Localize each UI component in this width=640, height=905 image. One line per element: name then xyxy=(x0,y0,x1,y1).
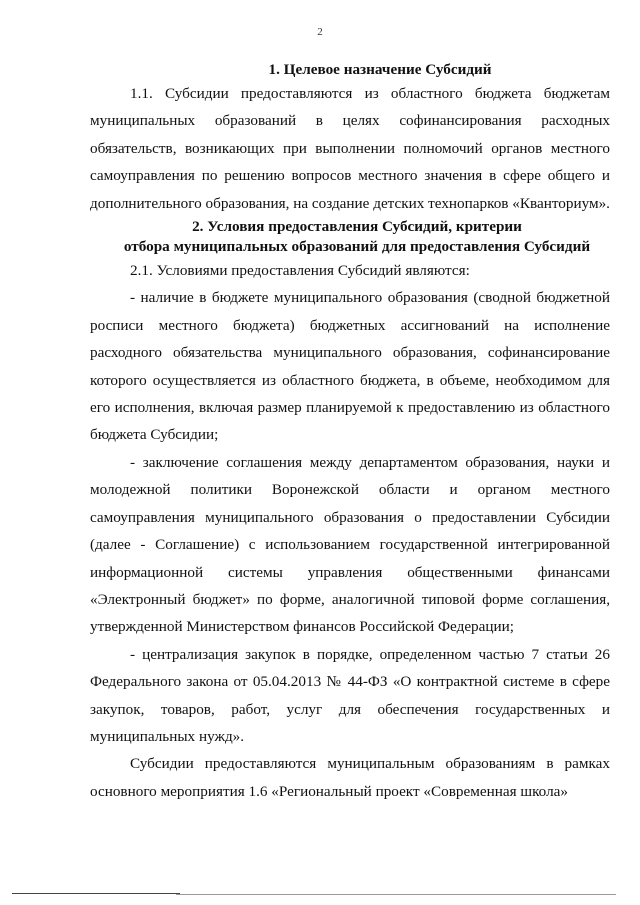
page-number: 2 xyxy=(317,26,323,38)
closing-paragraph: Субсидии предоставляются муниципальным образованиям в рамках основного мероприятия 1.6 «Региональный проект «Современная школа» xyxy=(90,755,610,800)
section-1-heading: 1. Целевое назначение Субсидий xyxy=(268,61,492,78)
section-2-heading-line-1: 2. Условия предоставления Субсидий, критерии xyxy=(192,218,522,236)
condition-item-1: - наличие в бюджете муниципального образования (сводной бюджетной росписи местного бюджета) бюджетных ассигнований на исполнение расходного обязательства муниципального образования, софинансирование которого осуществляется из областного бюджета, в объеме, необходимом для его исполнения, включая размер планируемой к предоставлению из областного бюджета Субсидии; xyxy=(90,289,610,444)
condition-item-2: - заключение соглашения между департаментом образования, науки и молодежной политики Воронежской области и органом местного самоуправления муниципального образования о предоставлении Субсидии (далее - Соглашение) с использованием государственной интегрированной информационной системы управления общественными финансами «Электронный бюджет» по форме, аналогичной типовой форме соглашения, утвержденной Министерством финансов Российской Федерации; xyxy=(90,453,610,636)
section-2-heading xyxy=(90,217,610,257)
page-bottom-edge-faint xyxy=(176,894,616,895)
section-1-paragraph: 1.1. Субсидии предоставляются из областного бюджета бюджетам муниципальных образований в целях софинансирования расходных обязательств, возникающих при выполнении полномочий органов местного самоуправления по решению вопросов местного значения в сфере общего и дополнительного образования, на создание детских технопарков «Кванториум». xyxy=(90,85,610,212)
document-body xyxy=(90,60,610,805)
condition-item-3: - централизация закупок в порядке, определенном частью 7 статьи 26 Федерального закона от 05.04.2013 № 44-ФЗ «О контрактной системе в сфере закупок, товаров, работ, услуг для обеспечения государственных и муниципальных нужд». xyxy=(90,645,610,745)
section-2-heading-line-2: отбора муниципальных образований для предоставления Субсидий xyxy=(123,238,591,256)
page-bottom-edge xyxy=(12,893,180,894)
section-2-intro: 2.1. Условиями предоставления Субсидий являются: xyxy=(130,262,470,280)
